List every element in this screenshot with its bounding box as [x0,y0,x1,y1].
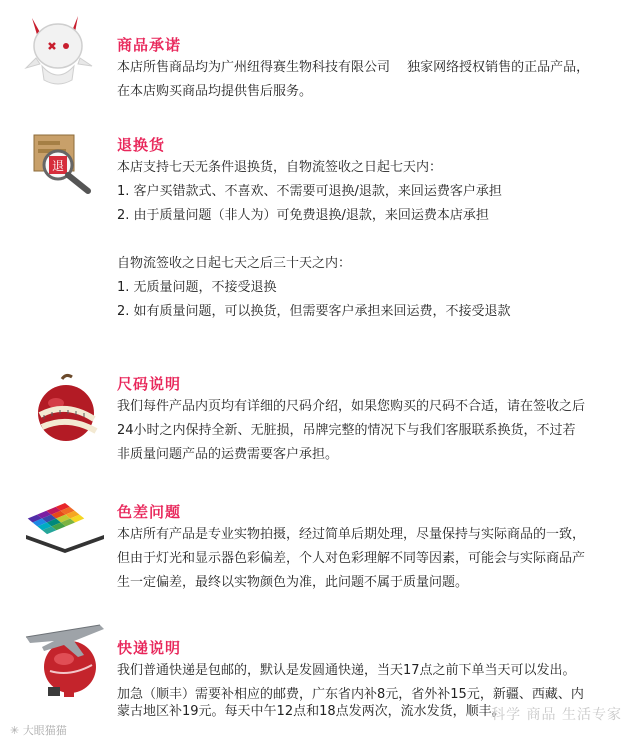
body-line: 蒙古地区补19元。每天中午12点和18点发两次，流水发货，顺丰。 [117,704,505,719]
airplane-globe-icon [20,615,110,700]
body-line: 本店所售商品均为广州纽得赛生物科技有限公司 独家网络授权销售的正品产品， [117,60,590,75]
section-title: 退换货 [117,136,166,154]
watermark-left-text: 大眼猫猫 [22,724,67,737]
body-line: 我们普通快递是包邮的，默认是发圆通快递，当天17点之前下单当天可以发出。 [117,663,576,678]
body-line: 本店支持七天无条件退换货，自物流签收之日起七天内： [117,160,443,175]
body-line: 1. 无质量问题，不接受退换 [117,280,277,295]
body-line: 24小时之内保持全新、无脏损，吊牌完整的情况下与我们客服联系换货，不过若 [117,423,576,438]
section-color [0,485,640,605]
section-title: 商品承诺 [117,36,182,54]
return-box-magnifier-icon [28,125,100,197]
section-body [117,395,632,467]
section-body [117,523,632,595]
section-body [117,56,632,104]
watermark-swirl-icon: ✳ [10,724,20,737]
spacer [117,228,632,252]
body-line: 但由于灯光和显示器色彩偏差，个人对色彩理解不同等因素，可能会与实际商品产 [117,551,586,566]
section-size [0,355,640,475]
body-line: 2. 由于质量问题（非人为）可免费退换/退款，来回运费本店承担 [117,208,489,223]
section-returns [0,110,640,340]
body-line: 自物流签收之日起七天之后三十天之内： [117,256,352,271]
apple-measuring-tape-icon [28,371,106,449]
body-line: 2. 如有质量问题，可以换货，但需要客户承担来回运费，不接受退款 [117,304,511,319]
section-title: 快递说明 [117,639,182,657]
body-line: 本店所有产品是专业实物拍摄，经过简单后期处理，尽量保持与实际商品的一致， [117,527,586,542]
body-line: 生一定偏差，最终以实物颜色为准，此问题不属于质量问题。 [117,575,469,590]
body-line: 1. 客户买错款式、不喜欢、不需要可退换/退款，来回运费客户承担 [117,184,502,199]
mascot-icon [18,10,100,92]
body-line: 我们每件产品内页均有详细的尺码介绍，如果您购买的尺码不合适，请在签收之后 [117,399,586,414]
section-quality [0,0,640,110]
color-cube-icon [22,495,108,555]
footer [0,700,640,747]
body-line: 非质量问题产品的运费需要客户承担。 [117,447,339,462]
watermark-right: 科学 商品 生活专家 [491,707,622,723]
body-line: 加急（顺丰）需要补相应的邮费，广东省内补8元，省外补15元，新疆、西藏、内 [117,687,584,702]
return-icon-text: 退 [51,159,65,173]
body-line: 在本店购买商品均提供售后服务。 [117,84,313,99]
section-body [117,156,632,324]
section-title: 色差问题 [117,503,182,521]
watermark-left [10,722,67,738]
section-title: 尺码说明 [117,375,182,393]
